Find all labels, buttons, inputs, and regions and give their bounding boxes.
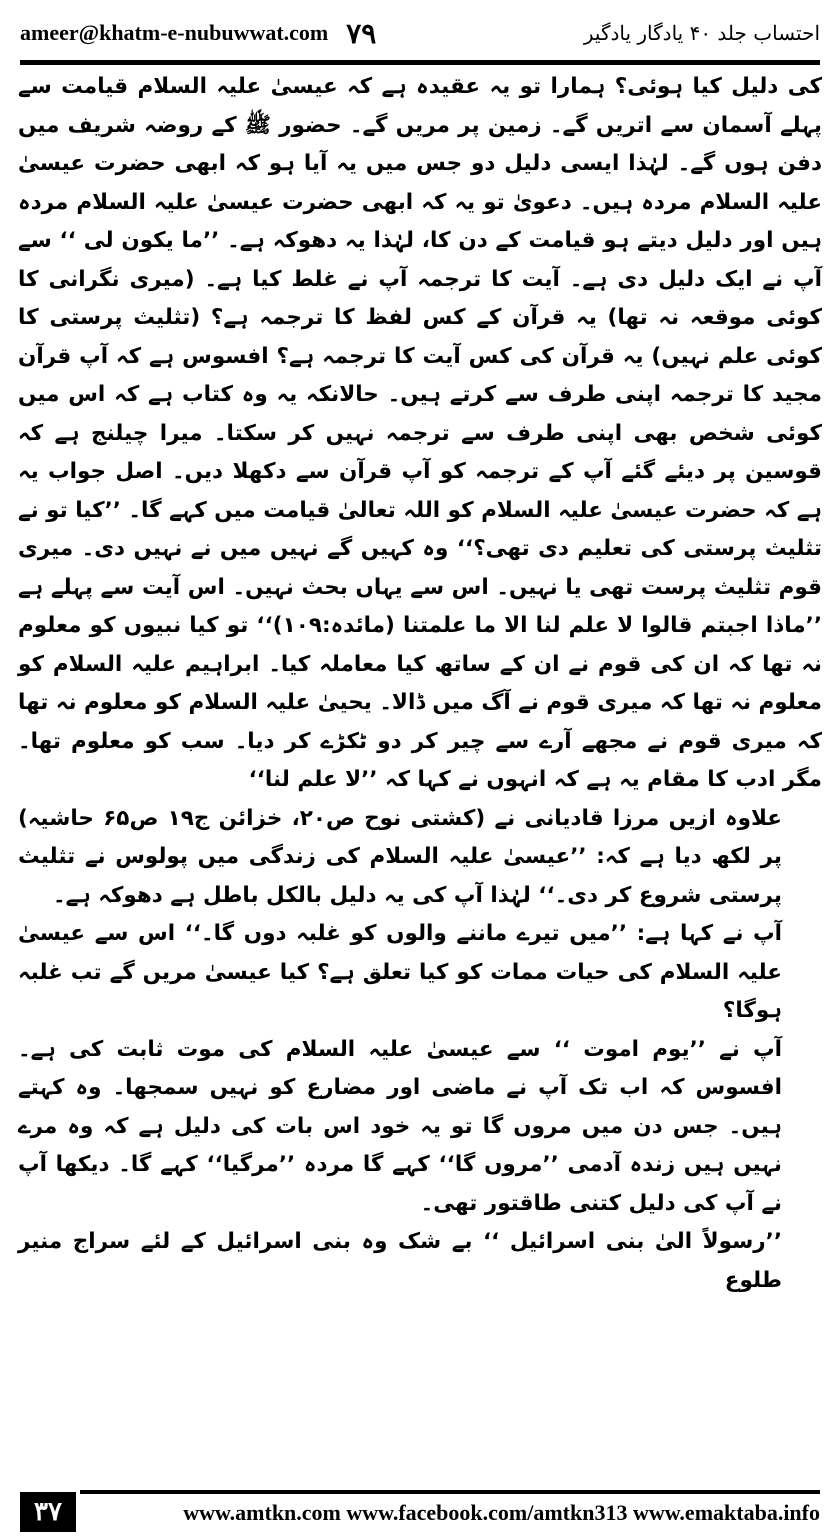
header-page-number: ۷۹ xyxy=(346,16,377,50)
footer-urls: www.amtkn.com www.facebook.com/amtkn313 www.emaktaba.info xyxy=(183,1500,820,1525)
paragraph-1: کی دلیل کیا ہوئی؟ ہمارا تو یہ عقیدہ ہے کہ عیسیٰ علیہ السلام قیامت سے پہلے آسمان سے اتریں گے۔ زمین پر مریں گے۔ حضور ﷺ کے روضہ شریف میں دفن ہوں گے۔ لہٰذا ایسی دلیل دو جس میں یہ آیا ہو کہ ابھی حضرت عیسیٰ علیہ السلام مردہ ہیں۔ دعویٰ تو یہ کہ ابھی حضرت عیسیٰ علیہ السلام مردہ ہیں اور دلیل دیتے ہو قیامت کے دن کا، لہٰذا یہ دھوکہ ہے۔ ’’ما یکون لی ‘‘ سے آپ نے ایک دلیل دی ہے۔ آیت کا ترجمہ آپ نے غلط کیا ہے۔ (میری نگرانی کا کوئی موقعہ نہ تھا) یہ قرآن کے کس لفظ کا ترجمہ ہے؟ (تثلیث پرستی کا کوئی علم نہیں) یہ قرآن کی کس آیت کا ترجمہ ہے؟ افسوس ہے کہ آپ قرآن مجید کا ترجمہ اپنی طرف سے کرتے ہیں۔ حالانکہ یہ وہ کتاب ہے کہ اس میں کوئی شخص بھی اپنی طرف سے ترجمہ نہیں کر سکتا۔ میرا چیلنج ہے کہ قوسین پر دیئے گئے آپ کے ترجمہ کو آپ قرآن سے دکھلا دیں۔ اصل جواب یہ ہے کہ حضرت عیسیٰ علیہ السلام کو اللہ تعالیٰ قیامت میں کہے گا۔ ’’کیا تو نے تثلیث پرستی کی تعلیم دی تھی؟‘‘ وہ کہیں گے نہیں میں نے نہیں دی۔ میری قوم تثلیث پرست تھی یا نہیں۔ اس سے یہاں بحث نہیں۔ اس آیت سے پہلے ہے ’’ماذا اجبتم قالوا لا علم لنا الا ما علمتنا (مائدہ:۱۰۹)‘‘ تو کیا نبیوں کو معلوم نہ تھا کہ ان کی قوم نے ان کے ساتھ کیا معاملہ کیا۔ ابراہیم علیہ السلام کو معلوم نہ تھا کہ میری قوم نے آگ میں ڈالا۔ یحییٰ علیہ السلام کو معلوم نہ تھا کہ میری قوم نے مجھے آرے سے چیر کر دو ٹکڑے کر دیا۔ سب کو معلوم تھا۔ مگر ادب کا مقام یہ ہے کہ انہوں نے کہا کہ ’’لا علم لنا‘‘ xyxy=(18,74,822,792)
paragraph-5: ’’رسولاً الیٰ بنی اسرائیل ‘‘ بے شک وہ بنی اسرائیل کے لئے سراج منیر طلوع xyxy=(18,1229,782,1293)
header-email: ameer@khatm-e-nubuwwat.com xyxy=(20,20,329,45)
footer-rule xyxy=(80,1490,820,1494)
header-rule xyxy=(20,60,820,65)
page-body xyxy=(18,68,822,1300)
paragraph-2: علاوہ ازیں مرزا قادیانی نے (کشتی نوح ص۲۰، خزائن ج۱۹ ص۶۵ حاشیہ) پر لکھ دیا ہے کہ: ’’عیسیٰ علیہ السلام کی زندگی میں پولوس نے تثلیث پرستی شروع کر دی۔‘‘ لہٰذا آپ کی یہ دلیل بالکل باطل ہے دھوکہ ہے۔ xyxy=(18,805,782,908)
header-book-title: احتساب جلد ۴۰ یادگار یادگیر xyxy=(583,21,820,45)
paragraph-3: آپ نے کہا ہے: ’’میں تیرے ماننے والوں کو غلبہ دوں گا۔‘‘ اس سے عیسیٰ علیہ السلام کی حیات ممات کو کیا تعلق ہے؟ کیا عیسیٰ مریں گے تب غلبہ ہوگا؟ xyxy=(18,921,782,1023)
page-footer xyxy=(20,1490,820,1534)
page-header xyxy=(20,14,820,52)
header-left xyxy=(20,17,376,50)
paragraph-4: آپ نے ’’یوم اموت ‘‘ سے عیسیٰ علیہ السلام کی موت ثابت کی ہے۔ افسوس کہ اب تک آپ نے ماضی اور مضارع کو نہیں سمجھا۔ وہ کہتے ہیں۔ جس دن میں مروں گا تو یہ خود اس بات کی دلیل ہے کہ وہ مرے نہیں ہیں زندہ آدمی ’’مروں گا‘‘ کہے گا مردہ ’’مرگیا‘‘ کہے گا۔ دیکھا آپ نے آپ کی دلیل کتنی طاقتور تھی۔ xyxy=(18,1036,782,1216)
footer-page-number: ۳۷ xyxy=(20,1492,76,1532)
